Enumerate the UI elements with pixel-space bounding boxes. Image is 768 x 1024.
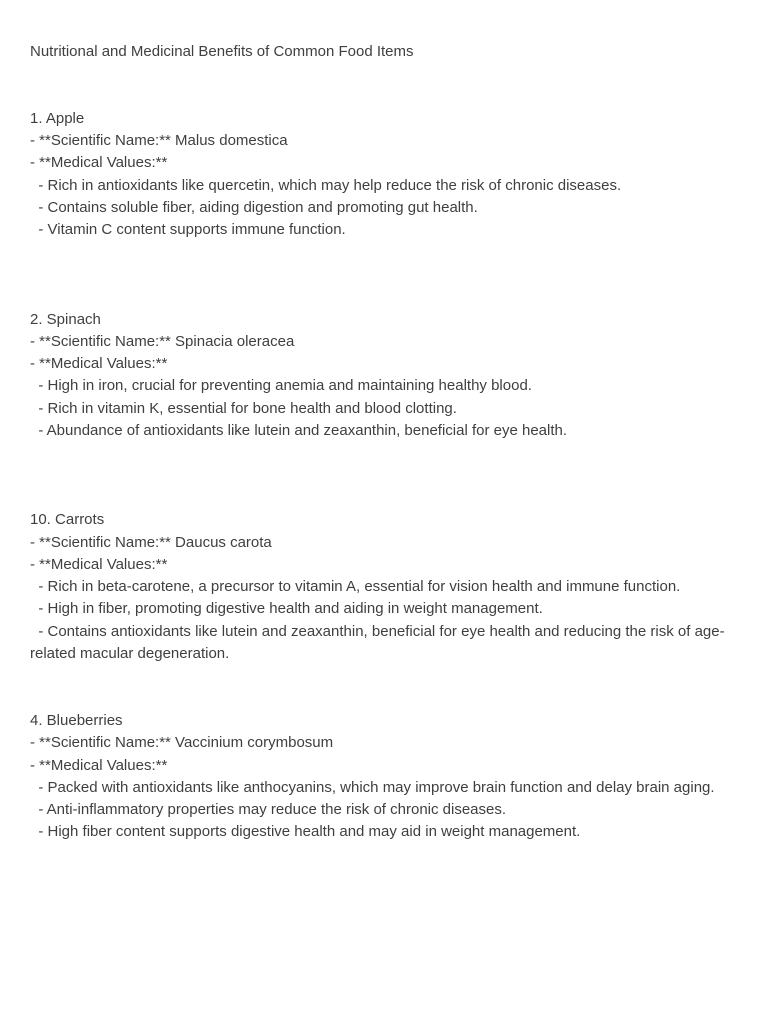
spacer (30, 63, 742, 108)
food-section-blueberries (30, 710, 742, 844)
food-section-carrots (30, 509, 742, 665)
scientific-name-line: - **Scientific Name:** Malus domestica (30, 132, 288, 150)
medical-point: - High fiber content supports digestive health and may aid in weight management. (30, 823, 581, 841)
medical-point: - Rich in antioxidants like quercetin, which may help reduce the risk of chronic diseases. (30, 176, 622, 194)
section-heading: 10. Carrots (30, 511, 105, 529)
medical-point: - Vitamin C content supports immune function. (30, 221, 346, 239)
medical-point: - High in iron, crucial for preventing anemia and maintaining healthy blood. (30, 377, 532, 395)
medical-values-label: - **Medical Values:** (30, 555, 168, 573)
medical-point: - Abundance of antioxidants like lutein and zeaxanthin, beneficial for eye health. (30, 422, 568, 440)
section-heading: 1. Apple (30, 109, 85, 127)
medical-point: - Rich in vitamin K, essential for bone health and blood clotting. (30, 399, 457, 417)
scientific-name-line: - **Scientific Name:** Vaccinium corymbosum (30, 734, 334, 752)
medical-point: - Contains antioxidants like lutein and zeaxanthin, beneficial for eye health and reducing the risk of age-related macular degeneration. (30, 622, 725, 663)
medical-values-label: - **Medical Values:** (30, 355, 168, 373)
spacer (30, 665, 742, 710)
food-section-spinach (30, 309, 742, 443)
scientific-name-line: - **Scientific Name:** Spinacia oleracea (30, 332, 295, 350)
medical-point: - Rich in beta-carotene, a precursor to vitamin A, essential for vision health and immune function. (30, 578, 681, 596)
section-heading: 4. Blueberries (30, 711, 123, 729)
scientific-name-line: - **Scientific Name:** Daucus carota (30, 533, 272, 551)
medical-point: - Anti-inflammatory properties may reduce the risk of chronic diseases. (30, 801, 507, 819)
document-title: Nutritional and Medicinal Benefits of Common Food Items (30, 43, 414, 60)
spacer (30, 242, 742, 309)
document-page (30, 41, 742, 844)
medical-point: - High in fiber, promoting digestive health and aiding in weight management. (30, 600, 543, 618)
food-section-apple (30, 108, 742, 242)
section-heading: 2. Spinach (30, 310, 101, 328)
medical-point: - Packed with antioxidants like anthocyanins, which may improve brain function and delay brain aging. (30, 778, 715, 796)
medical-values-label: - **Medical Values:** (30, 154, 168, 172)
medical-point: - Contains soluble fiber, aiding digestion and promoting gut health. (30, 199, 478, 217)
spacer (30, 442, 742, 509)
medical-values-label: - **Medical Values:** (30, 756, 168, 774)
